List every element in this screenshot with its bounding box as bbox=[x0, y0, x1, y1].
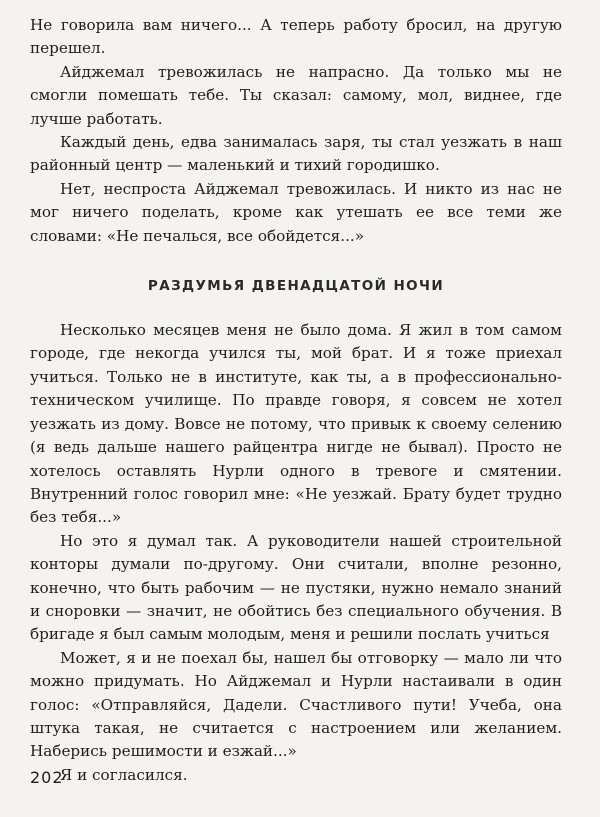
paragraph: Айджемал тревожилась не напрасно. Да только мы не смогли помешать тебе. Ты сказал: самому, мол, виднее, где лучше работать. bbox=[30, 62, 562, 128]
paragraph: Несколько месяцев меня не было дома. Я жил в том самом городе, где некогда учился ты, мой брат. И я тоже приехал учиться. Только не в институте, как ты, а в профессионально-техническом училище. По правде говоря, я совсем не хотел уезжать из дому. Вовсе не потому, что привык к своему селению (я ведь дальше нашего райцентра нигде не бывал). Просто не хотелось оставлять Нурли одного в тревоге и смятении. Внутренний голос говорил мне: «Не уезжай. Брату будет трудно без тебя...» bbox=[30, 321, 562, 527]
paragraph: Каждый день, едва занималась заря, ты стал уезжать в наш районный центр — маленький и тихий городишко. bbox=[30, 133, 562, 175]
paragraph: Я и согласился. bbox=[60, 765, 188, 784]
page-number: 202 bbox=[30, 768, 64, 787]
paragraph: Может, я и не поехал бы, нашел бы отговорку — мало ли что можно придумать. Но Айджемал и Нурли настаивали в один голос: «Отправляйся, Дадели. Счастливого пути! Учеба, она штука такая, не считается с настроением или желанием. Наберись решимости и езжай...» bbox=[30, 648, 562, 761]
chapter-heading: РАЗДУМЬЯ ДВЕНАДЦАТОЙ НОЧИ bbox=[147, 278, 445, 295]
paragraph: Но это я думал так. А руководители нашей строительной конторы думали по-другому. Они считали, вполне резонно, конечно, что быть рабочим — не пустяки, нужно немало знаний и сноровки — значит, не обойтись без специального обучения. В бригаде я был самым молодым, меня и решили послать учиться bbox=[30, 531, 562, 644]
paragraph: Нет, неспроста Айджемал тревожилась. И никто из нас не мог ничего поделать, кроме как утешать ее все теми же словами: «Не печалься, все обойдется...» bbox=[30, 179, 562, 245]
paragraph: Не говорила вам ничего... А теперь работу бросил, на другую перешел. bbox=[30, 16, 562, 58]
